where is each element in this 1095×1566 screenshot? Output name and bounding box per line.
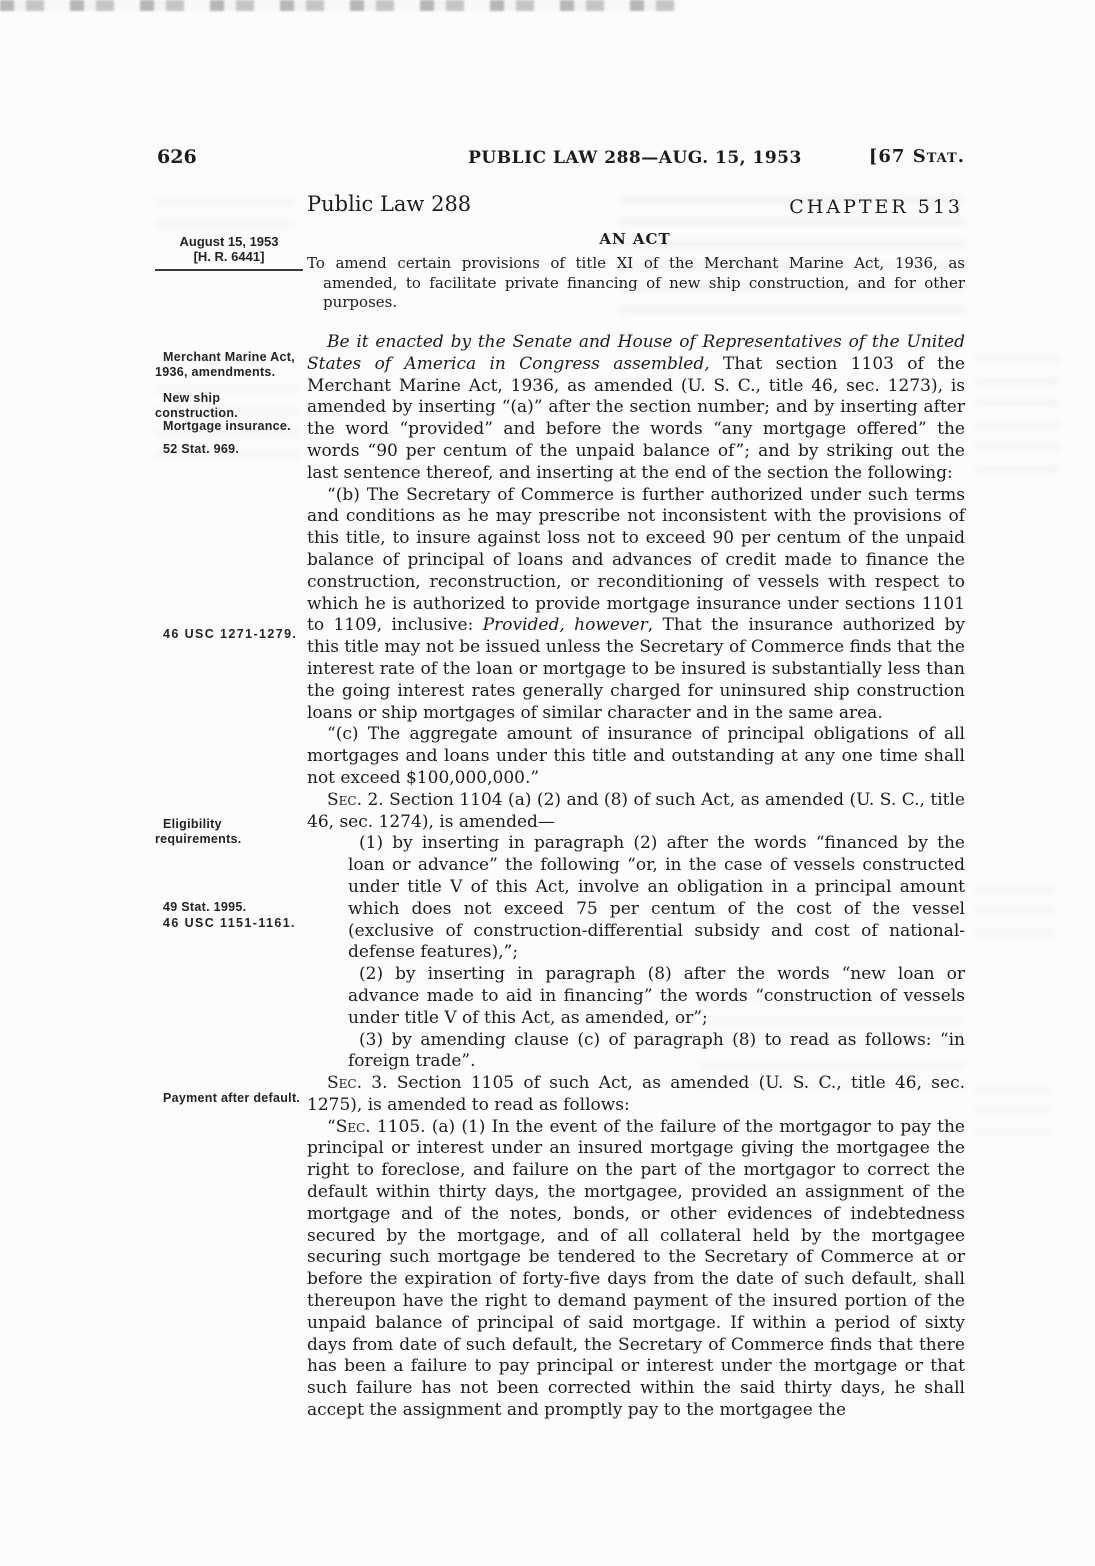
paragraph-c: “(c) The aggregate amount of insurance of principal obligations of all mortgages and loans under this title and outstanding at any one time shall not exceed $100,000,000.” bbox=[307, 724, 965, 788]
margin-note-eligibility: Eligibility requirements. bbox=[155, 817, 242, 846]
margin-note-52-stat: 52 Stat. 969. bbox=[163, 442, 240, 456]
bleed-through-artifact bbox=[975, 885, 1055, 940]
an-act-heading: AN ACT bbox=[599, 230, 671, 248]
margin-note-new-ship: New ship construction. bbox=[155, 391, 239, 420]
enacting-clause: Be it enacted by the Senate and House of Representatives of the United States of America in Congress assembled, That section 1103 of the Merchant Marine Act, 1936, as amended (U. S. C., title 46, sec. 1273), is amended by inserting “(a)” after the section number; and by inserting after the word “provided” and before the words “any mortgage offered” the words “90 per centum of the unpaid balance of”; and by striking out the last sentence thereof, and inserting at the end of the section the following: bbox=[307, 332, 965, 483]
margin-note-49-stat: 49 Stat. 1995. bbox=[163, 900, 247, 914]
section-2-clause-1: (1) by inserting in paragraph (2) after the words “financed by the loan or advance” the following “or, in the case of vessels constructed under title V of this Act, involve an obligation in a principal amount which does not exceed 75 per centum of the cost of the vessel (exclusive of construction-differential subsidy and cost of national-defense features),”; bbox=[348, 833, 965, 963]
public-law-title: Public Law 288 bbox=[307, 192, 472, 216]
margin-note-payment: Payment after default. bbox=[163, 1091, 301, 1105]
bleed-through-artifact bbox=[155, 198, 295, 238]
margin-note-usc-1151: 46 USC 1151-1161. bbox=[163, 916, 296, 930]
paragraph-b: “(b) The Secretary of Commerce is further authorized under such terms and conditions as he may prescribe not inconsistent with the provisions of this title, to insure against loss not to exceed 90 per centum of the unpaid balance of principal of loans and advances of credit made to finance the construction, reconstruction, or reconditioning of vessels with respect to which he is authorized to provide mortgage insurance under sections 1101 to 1109, inclusive: Provided, however, That the insurance authorized by this title may not be issued unless the Secretary of Commerce finds that the interest rate of the loan or mortgage to be insured is substantially less than the going interest rates generally charged for uninsured ship construction loans or ship mortgages of similar character and in the same area. bbox=[307, 484, 965, 723]
running-header: PUBLIC LAW 288—AUG. 15, 1953 bbox=[468, 148, 802, 168]
margin-note-usc-1271: 46 USC 1271-1279. bbox=[163, 627, 298, 641]
section-2-clause-2: (2) by inserting in paragraph (8) after the words “new loan or advance made to aid in financing” the words “construction of vessels under title V of this Act, as amended, or”; bbox=[348, 964, 965, 1028]
bill-number: [H. R. 6441] bbox=[193, 249, 265, 264]
bleed-through-artifact bbox=[975, 1085, 1050, 1135]
statute-body bbox=[307, 332, 965, 1422]
bleed-through-artifact bbox=[975, 355, 1060, 475]
stat-volume-citation: [67 Stat. bbox=[868, 146, 965, 167]
section-1105: “Sec. 1105. (a) (1) In the event of the failure of the mortgagor to pay the principal or interest under an insured mortgage giving the mortgagee the right to foreclose, and failure on the part of the mortgagor to correct the default within thirty days, the mortgagee, provided an assignment of the mortgage and of the notes, bonds, or other evidences of indebtedness secured by the mortgage, and of all collateral held by the mortgagee securing such mortgage be tendered to the Secretary of Commerce at or before the expiration of forty-five days from the date of such default, shall thereupon have the right to demand payment of the insured portion of the unpaid balance of principal of said mortgage. If within a period of sixty days from date of such default, the Secretary of Commerce finds that there has been a failure to pay principal or interest under the mortgage or that such failure has not been corrected within the said thirty days, he shall accept the assignment and promptly pay to the mortgagee the bbox=[307, 1116, 965, 1421]
section-2: Sec. 2. Section 1104 (a) (2) and (8) of such Act, as amended (U. S. C., title 46, sec. 1274), is amended— bbox=[307, 789, 965, 832]
scan-edge-artifact bbox=[0, 0, 679, 11]
act-long-title: To amend certain provisions of title XI of the Merchant Marine Act, 1936, as amended, to facilitate private financing of new ship construction, and for other purposes. bbox=[307, 254, 965, 311]
margin-note-amendments: Merchant Marine Act, 1936, amendments. bbox=[155, 350, 295, 379]
chapter-heading: CHAPTER 513 bbox=[789, 196, 963, 218]
page-number: 626 bbox=[157, 146, 197, 168]
section-3: Sec. 3. Section 1105 of such Act, as amended (U. S. C., title 46, sec. 1275), is amended to read as follows: bbox=[307, 1073, 965, 1115]
enactment-date: August 15, 1953 bbox=[179, 234, 279, 249]
margin-note-mortgage-ins: Mortgage insurance. bbox=[163, 419, 291, 433]
section-2-clause-3: (3) by amending clause (c) of paragraph (8) to read as follows: “in foreign trade”. bbox=[348, 1029, 965, 1072]
enactment-date-note bbox=[155, 234, 303, 271]
